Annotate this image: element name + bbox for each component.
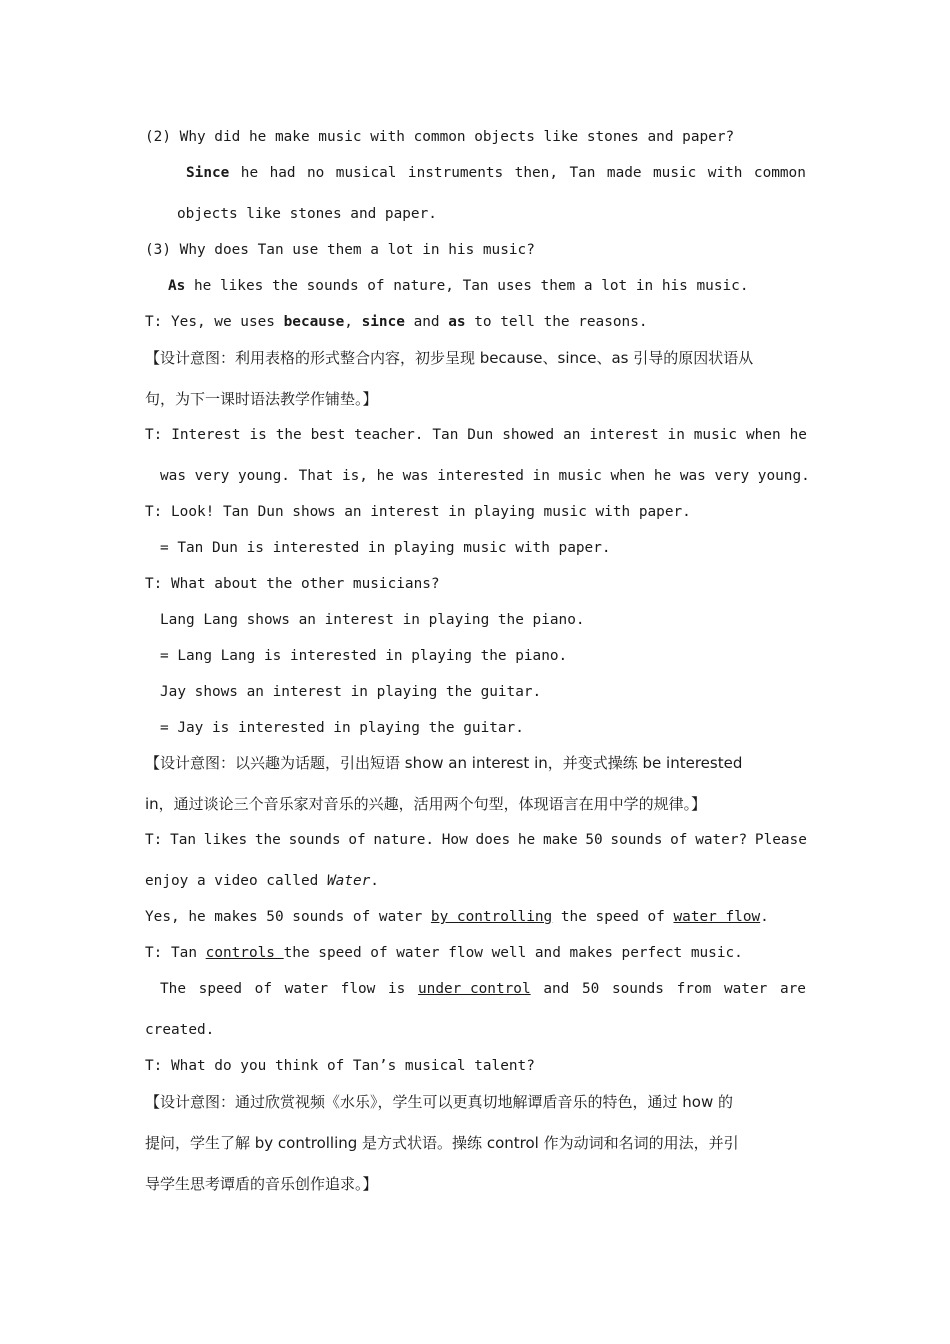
word: of (670, 832, 688, 848)
word: is (388, 981, 406, 997)
word: had (269, 165, 296, 181)
interest-line (145, 425, 807, 445)
word: sounds (288, 832, 341, 848)
word: does (475, 832, 511, 848)
design-intent-2-line-1: 【设计意图：以兴趣为话题，引出短语 show an interest in，并变式操练 be interested (145, 754, 743, 772)
word: then, (514, 165, 558, 181)
look-line: T: Look! Tan Dun shows an interest in playing music with paper. (145, 504, 691, 520)
word: the (275, 427, 302, 443)
word: sounds (611, 981, 664, 997)
word: flow (340, 981, 376, 997)
word: sounds (610, 832, 663, 848)
word: of (348, 832, 366, 848)
word: teacher. (354, 427, 424, 443)
word: made (606, 165, 642, 181)
jay-equivalent: = Jay is interested in playing the guitar. (160, 720, 524, 736)
word: likes (203, 832, 248, 848)
under-control-line (160, 979, 806, 999)
video-title: Water (326, 873, 371, 889)
answer-3 (168, 276, 830, 296)
text-segment: , (344, 314, 362, 330)
word: Dun (467, 427, 494, 443)
text-segment: the speed of water flow well and makes perfect music. (283, 945, 743, 961)
text-segment: the speed of (552, 909, 674, 925)
word: The (160, 981, 186, 997)
word: How (441, 832, 468, 848)
other-musicians-question: T: What about the other musicians? (145, 576, 440, 592)
question-3: (3) Why does Tan use them a lot in his music? (145, 242, 535, 258)
word: make (542, 832, 578, 848)
word: are (779, 981, 806, 997)
word: he (517, 832, 536, 848)
nature-question-line (145, 830, 807, 850)
design-intent-3-line-1: 【设计意图：通过欣赏视频《水乐》，学生可以更真切地解谭盾音乐的特色，通过 how 的 (145, 1093, 733, 1111)
keyword-as: as (448, 314, 466, 330)
keyword-as: As (168, 278, 186, 294)
yes-answer-line (145, 907, 807, 927)
word: he (240, 165, 259, 181)
lang-lang-sentence: Lang Lang shows an interest in playing the piano. (160, 612, 585, 628)
text-segment: enjoy a video called (145, 873, 327, 889)
lang-lang-equivalent: = Lang Lang is interested in playing the piano. (160, 648, 568, 664)
talent-question: T: What do you think of Tan’s musical talent? (145, 1058, 535, 1074)
answer-2-continued: objects like stones and paper. (177, 206, 437, 222)
teacher-reasons-line (145, 312, 807, 332)
jay-sentence: Jay shows an interest in playing the guitar. (160, 684, 542, 700)
word: 50 (581, 981, 600, 997)
interest-line-continued: was very young. That is, he was interested in music when he was very young. (160, 468, 810, 484)
answer-2 (186, 163, 806, 183)
word: Please (754, 832, 807, 848)
word: with (707, 165, 743, 181)
text-segment: to tell the reasons. (465, 314, 648, 330)
word: in (667, 427, 685, 443)
underlined-word: controls (205, 945, 284, 961)
answer-3-text: he likes the sounds of nature, Tan uses them a lot in his music. (185, 278, 749, 294)
created-line: created. (145, 1022, 215, 1038)
word: the (254, 832, 281, 848)
word: of (254, 981, 272, 997)
word: and (543, 981, 570, 997)
word: Tan (432, 427, 459, 443)
keyword-since: Since (186, 165, 230, 181)
word: interest (589, 427, 659, 443)
word: Interest (171, 427, 241, 443)
word: Tan (569, 165, 596, 181)
word: an (563, 427, 581, 443)
enjoy-video-line (145, 871, 807, 891)
word: best (310, 427, 346, 443)
design-intent-3-line-2: 提问，学生了解 by controlling 是方式状语。操练 control 作为动词和名词的用法，并引 (145, 1134, 739, 1152)
word: water? (695, 832, 748, 848)
word: instruments (407, 165, 504, 181)
word: T: (145, 832, 163, 848)
keyword-because: because (283, 314, 345, 330)
look-equivalent: = Tan Dun is interested in playing music with paper. (160, 540, 611, 556)
word: Tan (170, 832, 197, 848)
word: he (789, 427, 807, 443)
text-segment: and (404, 314, 449, 330)
design-intent-3-line-3: 导学生思考谭盾的音乐创作追求。】 (145, 1175, 378, 1193)
underlined-phrase: under control (418, 981, 531, 997)
word: 50 (585, 832, 603, 848)
text-segment: T: Yes, we uses (145, 314, 284, 330)
word: nature. (373, 832, 435, 848)
underlined-phrase: water flow (673, 909, 761, 925)
word: is (249, 427, 267, 443)
underlined-phrase: by controlling (430, 909, 553, 925)
design-intent-1-line-2: 句，为下一课时语法教学作铺垫。】 (145, 390, 378, 408)
word: water (284, 981, 328, 997)
text-segment: . (760, 909, 769, 925)
word: common (753, 165, 806, 181)
design-intent-1-line-1: 【设计意图：利用表格的形式整合内容，初步呈现 because、since、as 引导的原因状语从 (145, 349, 754, 367)
text-segment: Yes, he makes 50 sounds of water (145, 909, 431, 925)
word: musical (335, 165, 397, 181)
word: music (693, 427, 738, 443)
word: when (746, 427, 781, 443)
controls-line (145, 943, 807, 963)
word: no (307, 165, 325, 181)
word: showed (502, 427, 555, 443)
word: water (723, 981, 768, 997)
word: T: (145, 427, 163, 443)
text-segment: T: Tan (145, 945, 206, 961)
question-2: (2) Why did he make music with common objects like stones and paper? (145, 129, 735, 145)
text-segment: . (370, 873, 379, 889)
word: from (676, 981, 712, 997)
word: music (653, 165, 697, 181)
keyword-since: since (361, 314, 405, 330)
design-intent-2-line-2: in，通过谈论三个音乐家对音乐的兴趣，活用两个句型，体现语言在用中学的规律。】 (145, 795, 707, 813)
word: speed (198, 981, 242, 997)
